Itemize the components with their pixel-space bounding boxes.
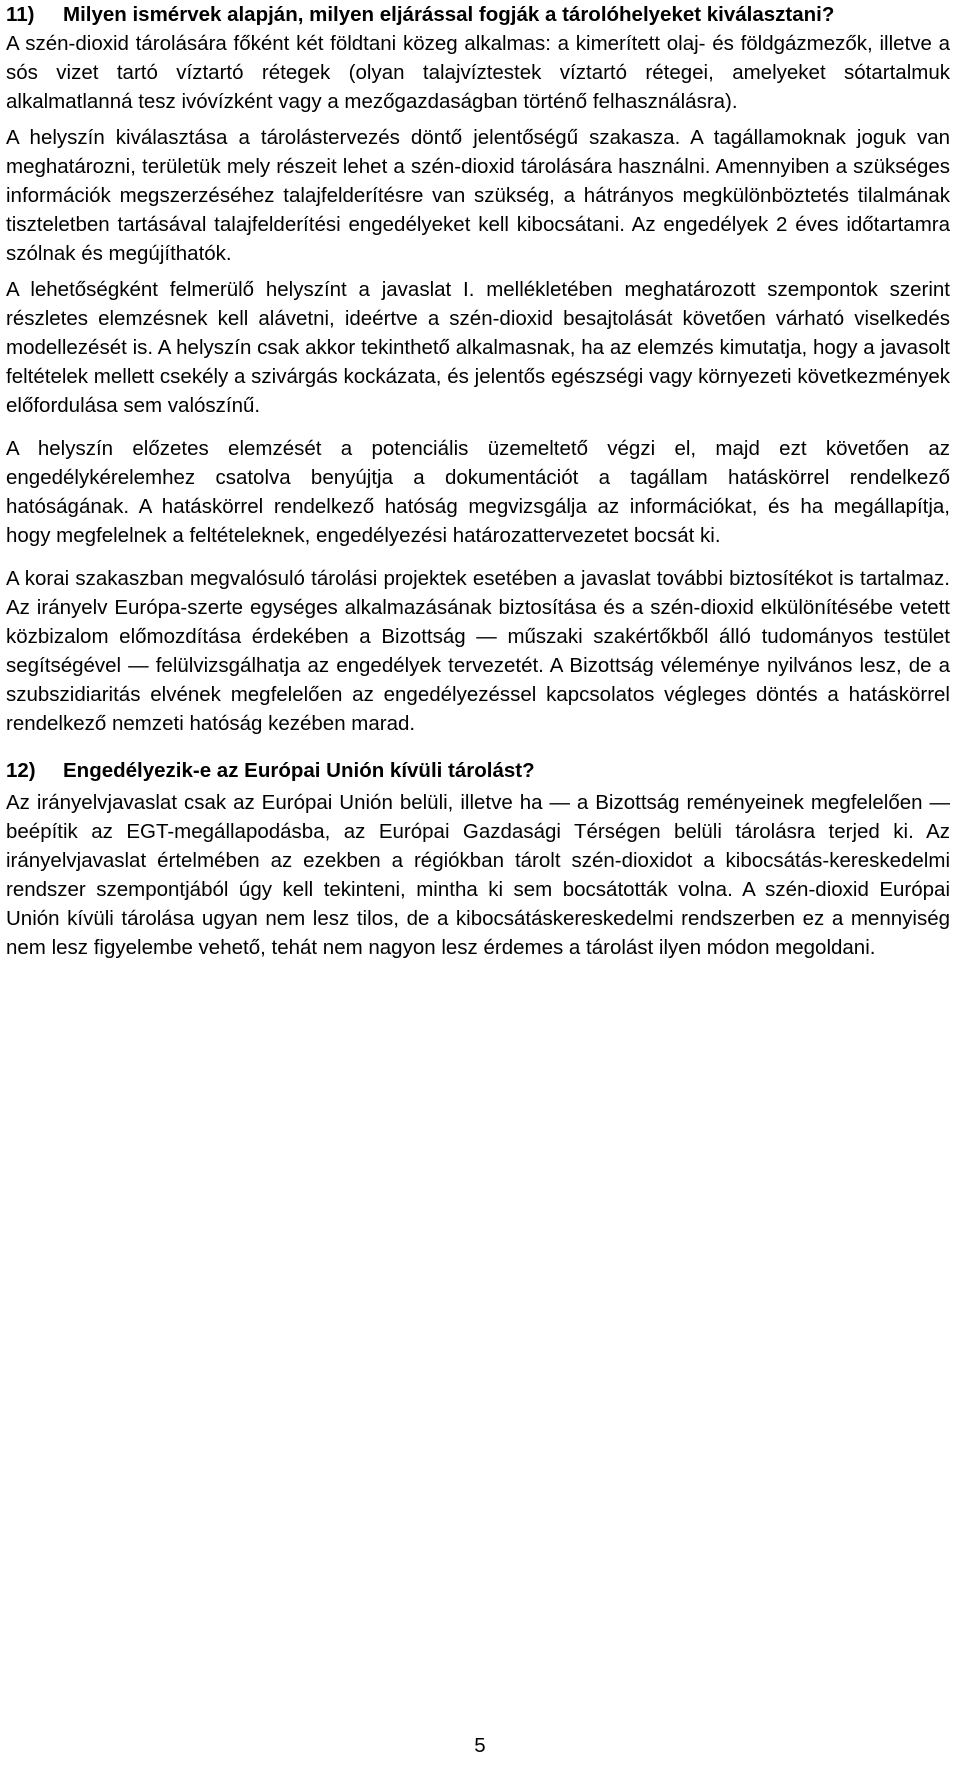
page-number: 5 xyxy=(474,1734,486,1757)
section-11-title: Milyen ismérvek alapján, milyen eljárással fogják a tárolóhelyeket kiválasztani? xyxy=(63,3,835,26)
section-11-heading xyxy=(6,0,950,29)
section-12-paragraph-1: Az irányelvjavaslat csak az Európai Unión belüli, illetve ha — a Bizottság reményeinek megfelelően —beépítik az EGT-megállapodásba, az Európai Gazdasági Térségen belüli tárolásra terjed ki. Az irányelvjavaslat értelmében az ezekben a régiókban tárolt szén-dioxidot a kibocsátás-kereskedelmi rendszer szempontjából úgy kell tekinteni, mintha ki sem bocsátották volna. A szén-dioxid Európai Unión kívüli tárolása ugyan nem lesz tilos, de a kibocsátáskereskedelmi rendszerben ez a mennyiség nem lesz figyelembe vehető, tehát nem nagyon lesz érdemes a tárolást ilyen módon megoldani. xyxy=(6,791,950,959)
section-12-number: 12) xyxy=(6,759,36,782)
section-11-number: 11) xyxy=(6,3,35,26)
section-11-paragraph-1: A szén-dioxid tárolására főként két földtani közeg alkalmas: a kimerített olaj- és földgázmezők, illetve a sós vizet tartó víztartó rétegek (olyan talajvíztestek víztartó rétegei, amelyeket sótartalmuk alkalmatlanná tesz ivóvízként vagy a mezőgazdaságban történő felhasználásra). xyxy=(6,32,950,113)
section-11-paragraph-3: A lehetőségként felmerülő helyszínt a javaslat I. mellékletében meghatározott szempontok szerint részletes elemzésnek kell alávetni, ideértve a szén-dioxid besajtolását követően várható viselkedés modellezését is. A helyszín csak akkor tekinthető alkalmasnak, ha az elemzés kimutatja, hogy a javasolt feltételek mellett csekély a szivárgás kockázata, és jelentős egészségi vagy környezeti következmények előfordulása sem valószínű. xyxy=(6,278,950,417)
section-12-title: Engedélyezik-e az Európai Unión kívüli tárolást? xyxy=(63,759,535,782)
section-11-paragraph-4: A helyszín előzetes elemzését a potenciális üzemeltető végzi el, majd ezt követően az engedélykérelemhez csatolva benyújtja a dokumentációt a tagállam hatáskörrel rendelkező hatóságának. A hatáskörrel rendelkező hatóság megvizsgálja az információkat, és ha megállapítja, hogy megfelelnek a feltételeknek, engedélyezési határozattervezetet bocsát ki. xyxy=(6,437,950,547)
document-page xyxy=(6,0,950,962)
section-12-heading xyxy=(6,757,950,785)
section-11-paragraph-2: A helyszín kiválasztása a tárolástervezés döntő jelentőségű szakasza. A tagállamoknak joguk van meghatározni, területük mely részeit lehet a szén-dioxid tárolására használni. Amennyiben a szükséges információk megszerzéséhez talajfelderítésre van szükség, a hátrányos megkülönböztetés tilalmának tiszteletben tartásával talajfelderítési engedélyeket kell kibocsátani. Az engedélyek 2 éves időtartamra szólnak és megújíthatók. xyxy=(6,126,950,265)
section-11-paragraph-5: A korai szakaszban megvalósuló tárolási projektek esetében a javaslat további biztosítékot is tartalmaz. Az irányelv Európa-szerte egységes alkalmazásának biztosítása és a szén-dioxid elkülönítésébe vetett közbizalom előmozdítása érdekében a Bizottság — műszaki szakértőkből álló tudományos testület segítségével — felülvizsgálhatja az engedélyek tervezetét. A Bizottság véleménye nyilvános lesz, de a szubszidiaritás elvének megfelelően az engedélyezéssel kapcsolatos végleges döntés a hatáskörrel rendelkező nemzeti hatóság kezében marad. xyxy=(6,567,950,735)
